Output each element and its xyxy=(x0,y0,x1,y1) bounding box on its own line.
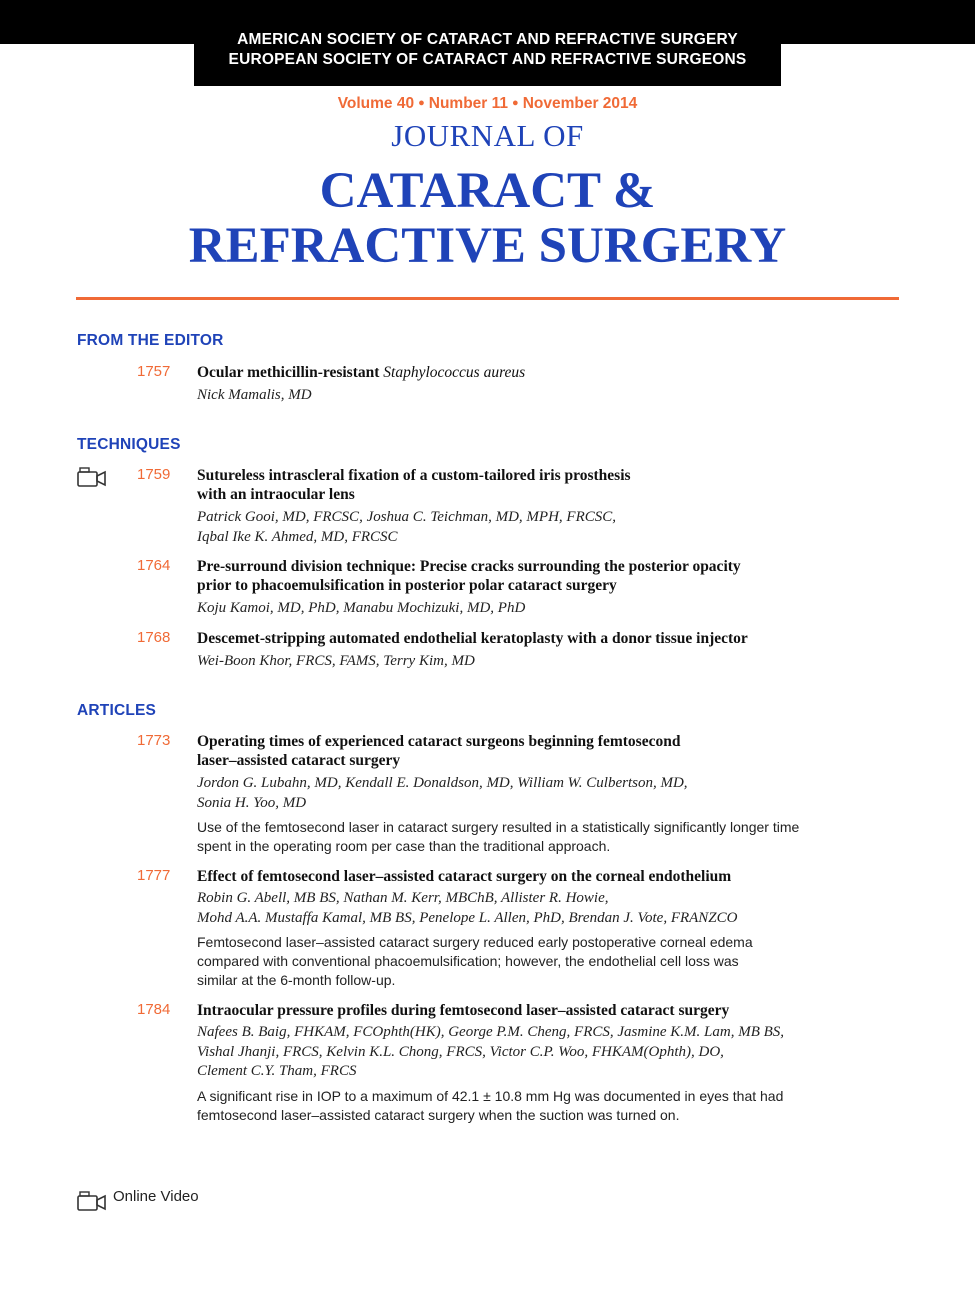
article-authors: Jordon G. Lubahn, MD, Kendall E. Donaldson, MD, William W. Culbertson, MD, Sonia H. Yoo, MD xyxy=(197,775,688,811)
article-authors: Koju Kamoi, MD, PhD, Manabu Mochizuki, MD, PhD xyxy=(197,600,526,616)
online-video-legend: Online Video xyxy=(113,1188,199,1205)
journal-title-line1: CATARACT & xyxy=(319,163,656,219)
page-number[interactable]: 1777 xyxy=(137,867,171,884)
society-banner xyxy=(194,31,781,86)
journal-title-line2: REFRACTIVE SURGERY xyxy=(188,218,787,274)
page-number[interactable]: 1773 xyxy=(137,732,171,749)
article-authors: Nafees B. Baig, FHKAM, FCOphth(HK), George P.M. Cheng, FRCS, Jasmine K.M. Lam, MB BS, Vishal Jhanji, FRCS, Kelvin K.L. Chong, FRCS, Victor C.P. Woo, FHKAM(Ophth), DO, Clement C.Y. Tham, FRCS xyxy=(197,1024,785,1079)
article-title[interactable]: Effect of femtosecond laser–assisted cataract surgery on the corneal endothelium xyxy=(197,868,732,885)
society-line-european: EUROPEAN SOCIETY OF CATARACT AND REFRACTIVE SURGEONS xyxy=(228,51,747,68)
article-authors: Wei-Boon Khor, FRCS, FAMS, Terry Kim, MD xyxy=(197,653,475,669)
page-number[interactable]: 1768 xyxy=(137,629,171,646)
article-title[interactable]: Sutureless intrascleral fixation of a custom-tailored iris prosthesis with an intraocular lens xyxy=(197,467,631,503)
article-title[interactable]: Intraocular pressure profiles during femtosecond laser–assisted cataract surgery xyxy=(197,1002,730,1019)
article-title[interactable]: Descemet-stripping automated endothelial keratoplasty with a donor tissue injector xyxy=(197,630,748,647)
issue-number: Number 11 xyxy=(428,95,509,112)
issue-line xyxy=(0,95,975,113)
article-authors: Nick Mamalis, MD xyxy=(197,387,312,403)
article-authors: Robin G. Abell, MB BS, Nathan M. Kerr, MBChB, Allister R. Howie, Mohd A.A. Mustaffa Kamal, MB BS, Penelope L. Allen, PhD, Brendan J. Vote, FRANZCO xyxy=(197,890,738,926)
article-abstract: Femtosecond laser–assisted cataract surgery reduced early postoperative corneal edema compared with conventional phacoemulsification; however, the endothelial cell loss was similar at the 6-month follow-up. xyxy=(197,934,753,988)
issue-date: November 2014 xyxy=(522,95,638,112)
article-title[interactable]: Operating times of experienced cataract surgeons beginning femtosecond laser–assisted cataract surgery xyxy=(197,733,681,769)
volume: Volume 40 xyxy=(337,95,415,112)
section-heading-articles: ARTICLES xyxy=(77,702,157,719)
section-heading-editor: FROM THE EDITOR xyxy=(77,332,224,349)
header-divider xyxy=(76,297,899,300)
page-number[interactable]: 1784 xyxy=(137,1001,171,1018)
page-number[interactable]: 1759 xyxy=(137,466,171,483)
society-line-american: AMERICAN SOCIETY OF CATARACT AND REFRACTIVE SURGERY xyxy=(237,31,738,48)
separator-dot: ● xyxy=(512,97,519,109)
section-heading-techniques: TECHNIQUES xyxy=(77,436,181,453)
video-camera-icon xyxy=(77,1190,107,1212)
video-camera-icon[interactable] xyxy=(77,466,107,488)
page-number[interactable]: 1757 xyxy=(137,363,171,380)
article-authors: Patrick Gooi, MD, FRCSC, Joshua C. Teichman, MD, MPH, FRCSC, Iqbal Ike K. Ahmed, MD, FRCSC xyxy=(197,509,616,545)
journal-title-prefix: JOURNAL OF xyxy=(391,118,584,153)
separator-dot: ● xyxy=(418,97,425,109)
article-abstract: Use of the femtosecond laser in cataract surgery resulted in a statistically significantly longer time spent in the operating room per case than the traditional approach. xyxy=(197,819,800,854)
article-title[interactable]: Ocular methicillin-resistant Staphylococcus aureus xyxy=(197,364,526,381)
article-abstract: A significant rise in IOP to a maximum of 42.1 ± 10.8 mm Hg was documented in eyes that had femtosecond laser–assisted cataract surgery when the suction was turned on. xyxy=(197,1088,784,1123)
article-title[interactable]: Pre-surround division technique: Precise cracks surrounding the posterior opacity prior to phacoemulsification in posterior polar cataract surgery xyxy=(197,558,741,594)
page-number[interactable]: 1764 xyxy=(137,557,171,574)
